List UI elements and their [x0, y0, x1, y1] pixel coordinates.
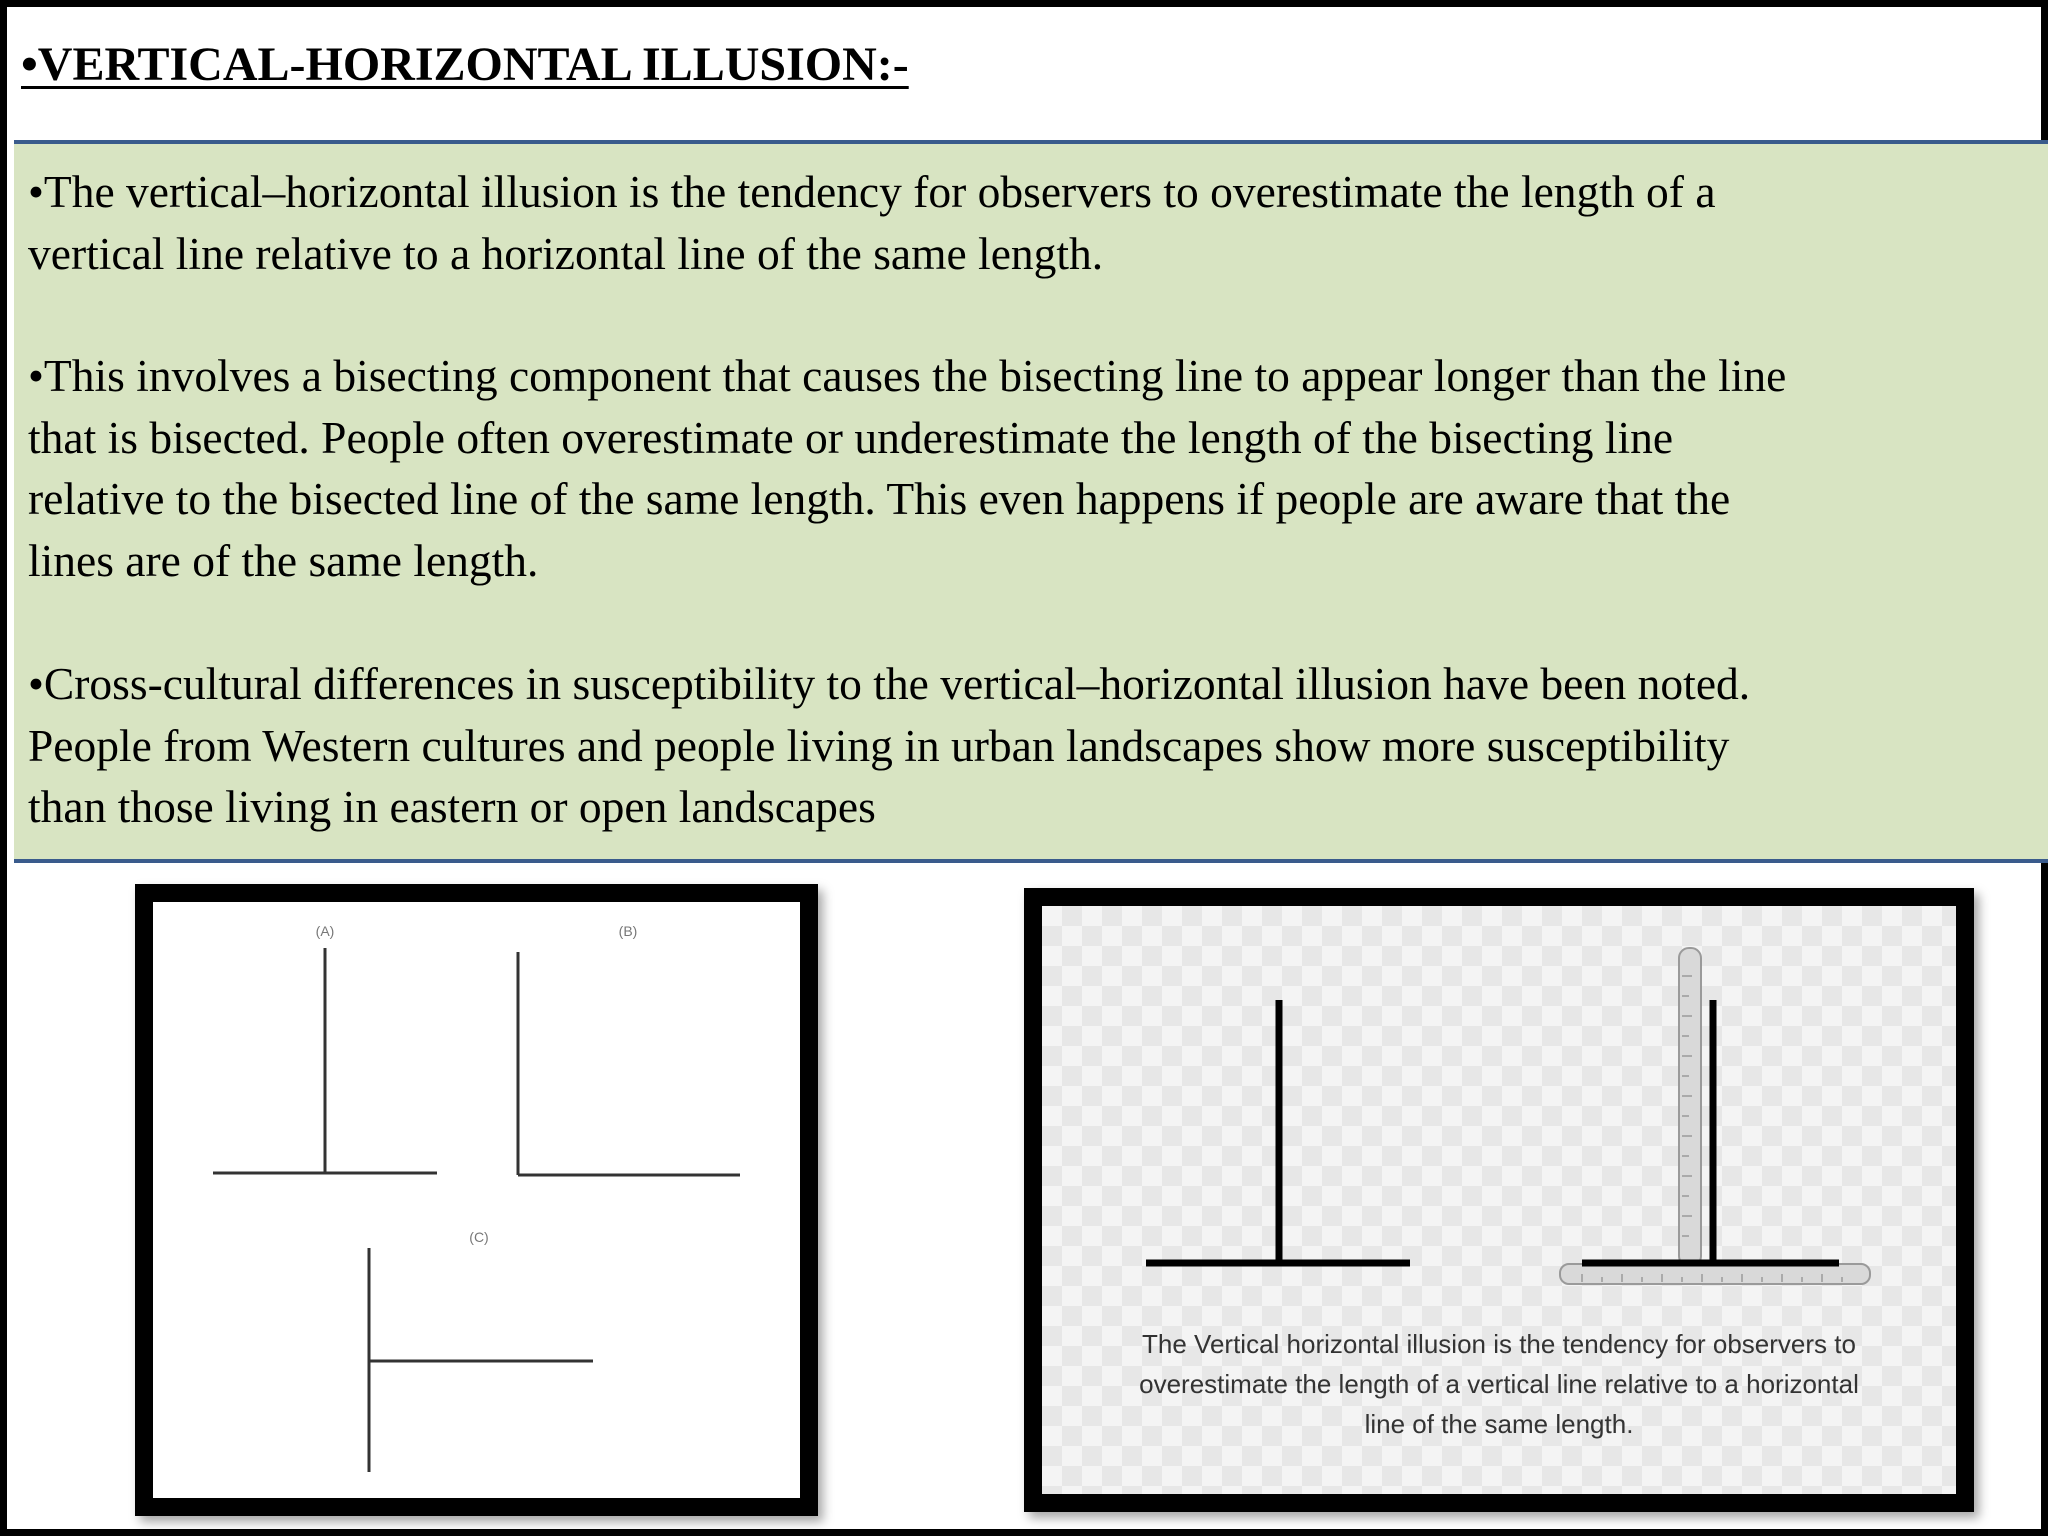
figure-ruler-illusion — [1024, 888, 1974, 1512]
content-box — [14, 144, 2048, 859]
paragraph-cross-cultural — [28, 653, 1750, 838]
paragraph-line: lines are of the same length. — [28, 534, 539, 586]
paragraph-line: •Cross-cultural differences in susceptibility to the vertical–horizontal illusion have been noted. — [28, 658, 1751, 709]
caption-line: line of the same length. — [1364, 1409, 1634, 1439]
caption-line: The Vertical horizontal illusion is the tendency for observers to — [1142, 1329, 1856, 1359]
paragraph-line: •The vertical–horizontal illusion is the tendency for observers to overestimate the length of a — [28, 166, 1716, 217]
paragraph-definition — [28, 161, 1716, 284]
figure-label-b: (B) — [618, 923, 638, 939]
caption-line: overestimate the length of a vertical line relative to a horizontal — [1139, 1369, 1859, 1399]
figure-abc-drawing — [153, 902, 800, 1498]
horizontal-ruler-icon — [1560, 1264, 1870, 1284]
figure-ruler-drawing — [1042, 906, 1956, 1306]
figure-abc-illusions — [135, 884, 818, 1516]
paragraph-line: that is bisected. People often overestimate or underestimate the length of the bisecting line — [28, 411, 1674, 463]
bottom-divider — [14, 859, 2048, 863]
paragraph-line: relative to the bisected line of the same length. This even happens if people are aware that the — [28, 473, 1731, 524]
slide-title: •VERTICAL-HORIZONTAL ILLUSION:- — [21, 38, 909, 91]
paragraph-bisecting — [28, 345, 1786, 591]
paragraph-line: People from Western cultures and people living in urban landscapes show more susceptibility — [28, 719, 1730, 771]
figure-caption — [1042, 1324, 1956, 1444]
paragraph-line: •This involves a bisecting component that causes the bisecting line to appear longer than the line — [28, 350, 1787, 401]
figure-label-a: (A) — [315, 923, 335, 939]
paragraph-line: than those living in eastern or open landscapes — [28, 781, 876, 832]
paragraph-line: vertical line relative to a horizontal line of the same length. — [28, 227, 1104, 279]
figure-label-c: (C) — [469, 1229, 489, 1245]
vertical-ruler-icon — [1679, 948, 1701, 1266]
